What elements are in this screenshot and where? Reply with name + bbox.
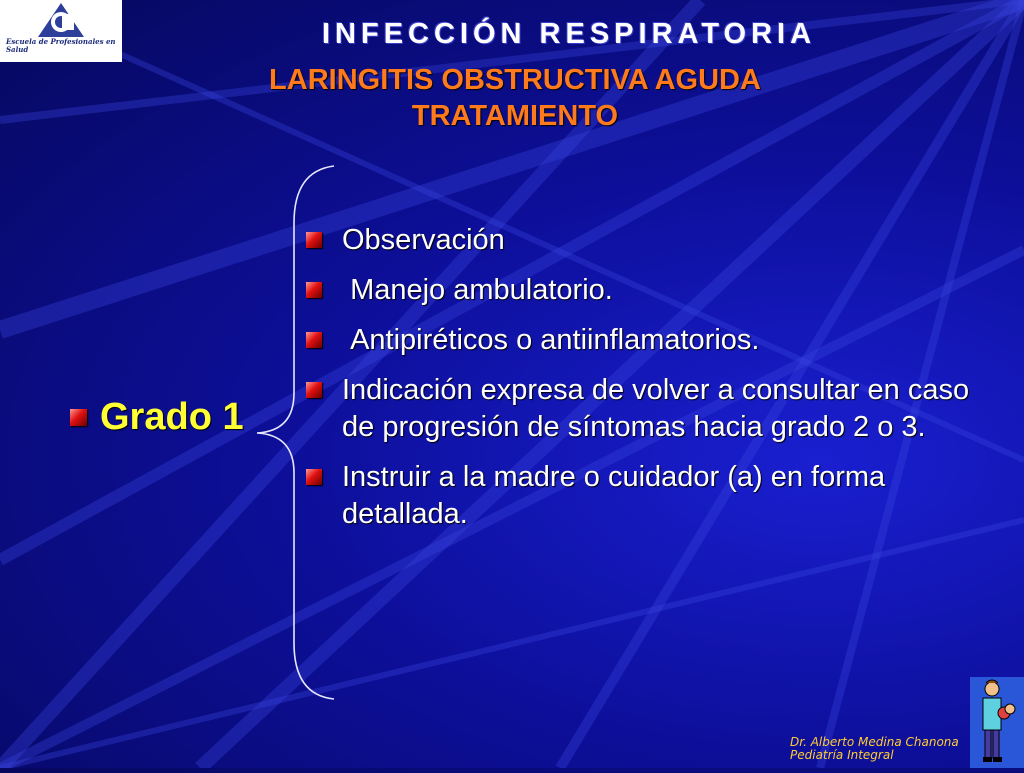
list-item	[306, 322, 986, 359]
list-item	[306, 459, 986, 533]
school-logo-icon	[0, 0, 122, 40]
grado-label: Grado 1	[100, 396, 244, 438]
title-line-1: LARINGITIS OBSTRUCTIVA AGUDA	[269, 64, 761, 96]
list-item	[306, 222, 986, 259]
footer-subtitle: Pediatría Integral	[790, 748, 894, 762]
slide-header: INFECCIÓN RESPIRATORIA	[322, 18, 817, 50]
list-item	[306, 272, 986, 309]
slide-title	[180, 62, 850, 134]
logo-text: Escuela de Profesionales en Salud	[6, 37, 116, 54]
grado-label-group	[70, 396, 244, 439]
footer-author: Dr. Alberto Medina Chanona	[790, 735, 959, 749]
bullet-icon	[306, 469, 322, 485]
footer-credit	[790, 736, 959, 762]
bullet-icon	[306, 232, 322, 248]
list-item-text: Antipiréticos o antiinflamatorios.	[342, 324, 760, 356]
bullet-icon	[70, 409, 87, 426]
list-item-text: Indicación expresa de volver a consultar en caso de progresión de síntomas hacia grado 2 o 3.	[342, 374, 978, 443]
school-logo	[0, 0, 122, 62]
bullet-icon	[306, 282, 322, 298]
doctor-icon	[970, 677, 1024, 768]
list-item-text: Manejo ambulatorio.	[342, 274, 613, 306]
treatment-list	[306, 222, 986, 546]
list-item	[306, 372, 986, 446]
list-item-text: Instruir a la madre o cuidador (a) en forma detallada.	[342, 461, 894, 530]
bullet-icon	[306, 332, 322, 348]
doctor-clipart	[970, 677, 1024, 768]
bullet-icon	[306, 382, 322, 398]
list-item-text: Observación	[342, 224, 505, 256]
title-line-2: TRATAMIENTO	[411, 100, 619, 132]
